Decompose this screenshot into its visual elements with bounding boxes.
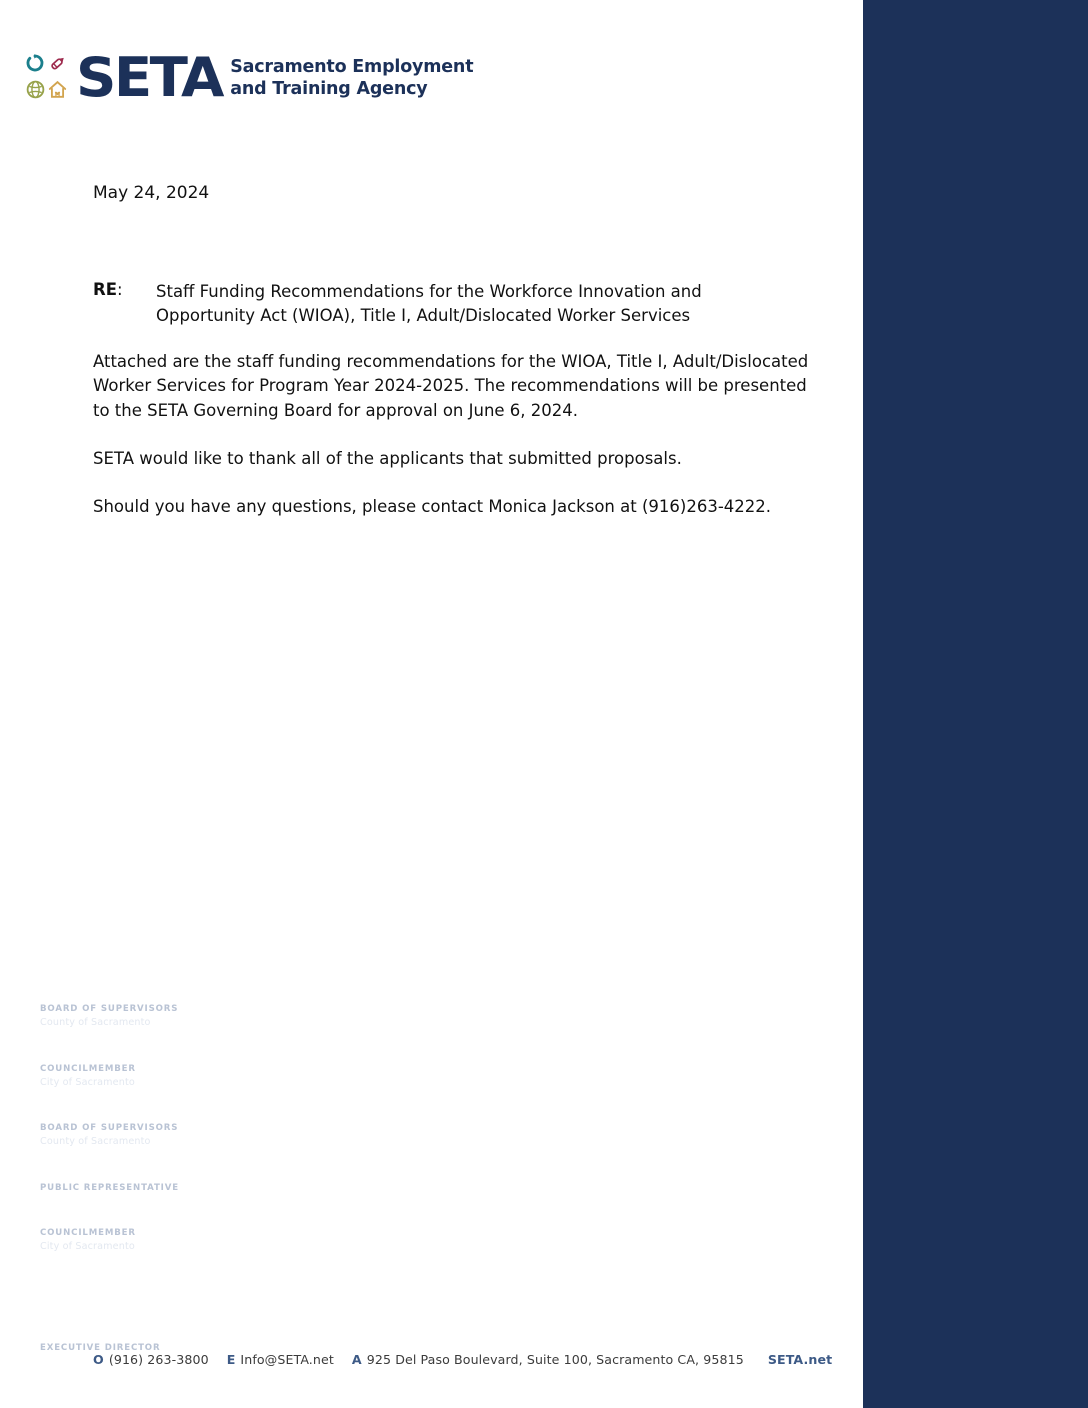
governing-board-title: GOVERNING BOARD	[42, 933, 183, 947]
email-label: E	[226, 1352, 236, 1367]
re-block	[93, 280, 793, 328]
member-role: COUNCILMEMBER	[40, 1063, 136, 1074]
footer-email[interactable]: Info@SETA.net	[240, 1352, 334, 1367]
globe-icon	[25, 79, 46, 104]
member-name: Mai Vang	[40, 1208, 109, 1224]
address-label: A	[351, 1352, 362, 1367]
member-name: Patrick Kennedy	[40, 1104, 162, 1120]
member-org: City of Sacramento	[40, 1076, 135, 1088]
member-name: Sophia Scherman	[40, 1163, 170, 1179]
body-paragraph: SETA would like to thank all of the applicants that submitted proposals.	[93, 448, 682, 468]
member-role: COUNCILMEMBER	[40, 1227, 136, 1238]
member-role: BOARD OF SUPERVISORS	[40, 1123, 179, 1134]
letter-date: May 24, 2024	[93, 183, 210, 203]
governing-board-panel	[40, 922, 193, 957]
board-member-list	[40, 985, 193, 1254]
member-role: BOARD OF SUPERVISORS	[40, 1004, 179, 1015]
re-label-colon: :	[116, 280, 123, 299]
governing-board-sidebar	[863, 0, 1088, 1408]
member-org: County of Sacramento	[40, 1017, 151, 1029]
logo-tagline	[230, 56, 473, 101]
re-label-text: RE	[93, 280, 117, 299]
footer-website-link[interactable]: SETA.net	[767, 1352, 833, 1367]
member-name: Rich Desmond	[40, 985, 146, 1000]
executive-name: Anita Maldonado	[40, 1324, 166, 1339]
member-org: City of Sacramento	[40, 1240, 135, 1252]
body-paragraph: Attached are the staff funding recommendations for the WIOA, Title I, Adult/Dislocated Worker Services for Program Year 2024-2025. The recommendations will be presented to the SETA Governing Board for approval on June 6, 2024.	[93, 352, 809, 420]
seta-logo	[24, 46, 474, 110]
page-footer	[93, 1352, 832, 1367]
logo-tagline-line2: and Training Agency	[230, 79, 428, 99]
re-subject: Staff Funding Recommendations for the Workforce Innovation and Opportunity Act (WIOA), Title I, Adult/Dislocated Worker Services	[156, 282, 702, 325]
list-item	[40, 1104, 193, 1150]
footer-address: 925 Del Paso Boulevard, Suite 100, Sacramento CA, 95815	[366, 1352, 744, 1367]
pencil-icon	[47, 53, 68, 78]
list-item	[40, 1164, 193, 1195]
member-org: County of Sacramento	[40, 1136, 151, 1148]
body-paragraph: Should you have any questions, please contact Monica Jackson at (916)263-4222.	[93, 497, 772, 516]
circular-arrow-icon	[25, 53, 45, 77]
logo-wordmark: SETA	[76, 46, 222, 110]
list-item	[40, 985, 193, 1031]
member-name: Eric Guerra	[40, 1044, 124, 1060]
executive-role: EXECUTIVE DIRECTOR	[40, 1343, 161, 1354]
logo-icon-grid	[24, 52, 68, 104]
list-item	[40, 1209, 193, 1255]
footer-phone: (916) 263-3800	[108, 1352, 209, 1367]
list-item	[40, 1045, 193, 1091]
letter-body	[93, 350, 815, 543]
phone-label: O	[93, 1352, 104, 1367]
logo-tagline-line1: Sacramento Employment	[230, 56, 474, 77]
re-label	[93, 280, 156, 299]
board-title-rule-bottom	[40, 953, 193, 957]
member-role: PUBLIC REPRESENTATIVE	[40, 1182, 179, 1193]
house-heart-icon	[47, 79, 68, 104]
